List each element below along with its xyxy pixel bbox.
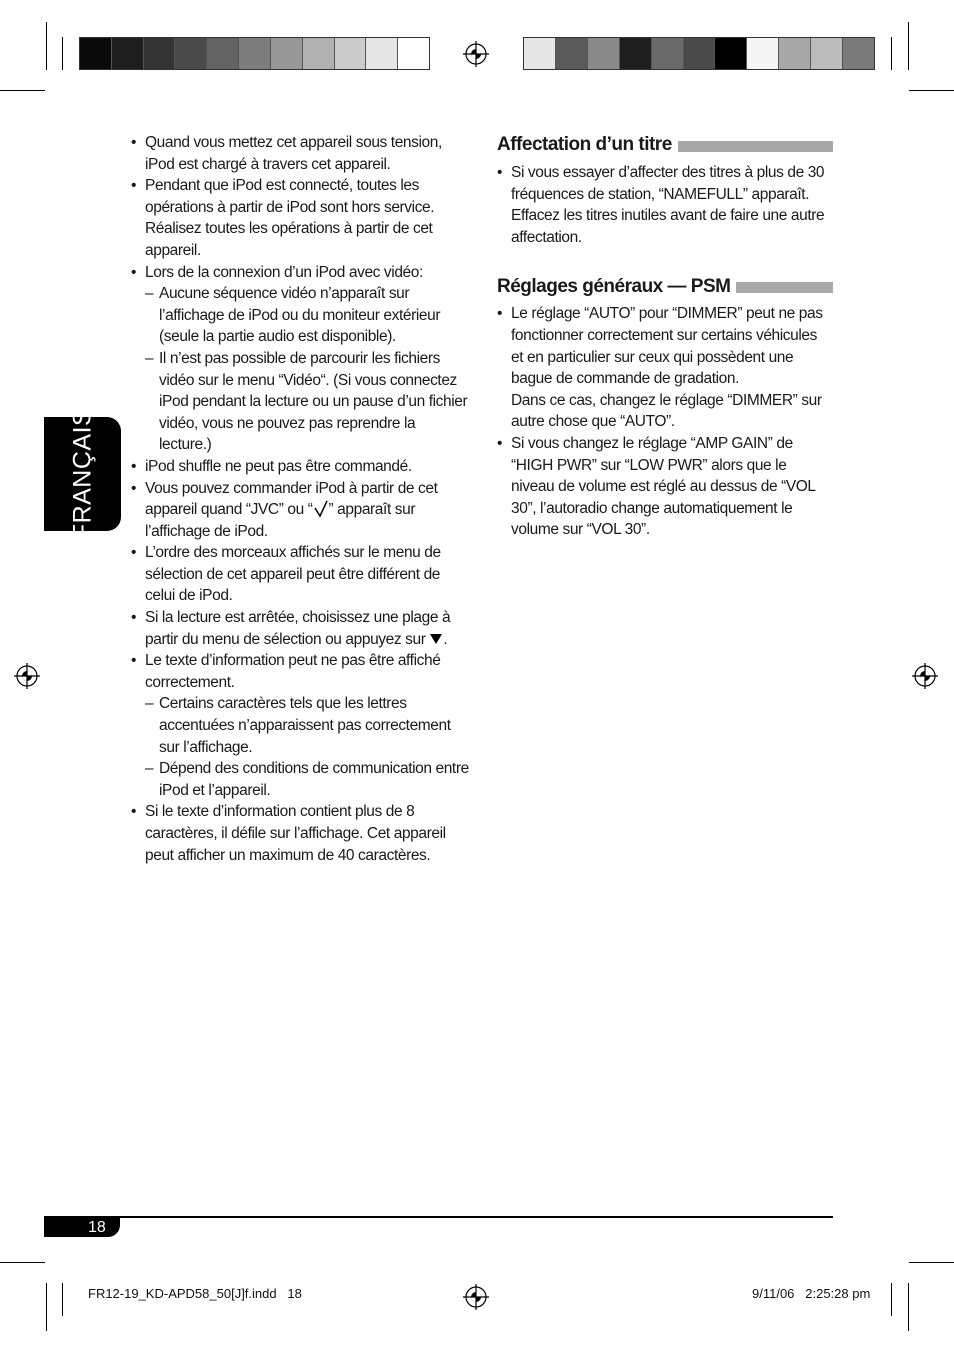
- color-swatch: [366, 38, 398, 69]
- list-item-text: Quand vous mettez cet appareil sous tension, iPod est chargé à travers cet appareil.: [145, 134, 442, 173]
- color-swatch: [80, 38, 112, 69]
- crop-mark: [909, 1262, 954, 1263]
- sub-list-item: [145, 283, 471, 348]
- language-tab-label: FRANÇAIS: [68, 408, 96, 540]
- crop-mark: [908, 1283, 909, 1331]
- color-swatch: [811, 38, 843, 69]
- crop-mark: [0, 1262, 45, 1263]
- page-number: 18: [88, 1219, 106, 1236]
- list-item-text: Si la lecture est arrêtée, choisissez une plage à partir du menu de sélection ou appuyez sur: [145, 609, 451, 648]
- language-tab: [44, 408, 121, 540]
- crop-mark: [891, 1283, 892, 1316]
- color-swatch: [239, 38, 271, 69]
- color-swatch: [779, 38, 811, 69]
- registration-mark-icon: [463, 1284, 489, 1310]
- color-swatch: [747, 38, 779, 69]
- color-swatch: [620, 38, 652, 69]
- file-name: FR12-19_KD-APD58_50[J]f.indd 18: [88, 1286, 302, 1301]
- sub-list-item-text: Il n’est pas possible de parcourir les fichiers vidéo sur le menu “Vidéo“. (Si vous connectez iPod pendant la lecture ou un pause d’un fichier vidéo, vous ne pouvez pas reprendre la lecture.): [159, 349, 468, 454]
- crop-mark: [909, 90, 954, 91]
- heading-bar: [678, 141, 833, 152]
- sub-list-item: [145, 693, 471, 758]
- list-item: [131, 132, 471, 175]
- crop-mark: [62, 37, 63, 70]
- section-heading-text: Affectation d’un titre: [497, 134, 672, 156]
- list-item-text: Dans ce cas, changez le réglage “DIMMER” sur autre chose que “AUTO”.: [511, 391, 822, 431]
- crop-mark: [62, 1283, 63, 1316]
- list-item: [131, 650, 471, 801]
- color-swatch: [144, 38, 176, 69]
- registration-mark-icon: [14, 663, 40, 689]
- list-item: [131, 801, 471, 866]
- color-swatch: [684, 38, 716, 69]
- color-swatch: [271, 38, 303, 69]
- color-swatch: [303, 38, 335, 69]
- list-item: [131, 542, 471, 607]
- list-item-text: .: [443, 630, 448, 648]
- color-swatch: [175, 38, 207, 69]
- checkmark-icon: [313, 500, 329, 518]
- list-item: [131, 262, 471, 456]
- crop-mark: [891, 37, 892, 70]
- grayscale-calibration-bar: [79, 37, 430, 70]
- down-triangle-icon: [429, 633, 443, 645]
- footer-rule: [44, 1216, 833, 1218]
- list-item-text: iPod shuffle ne peut pas être commandé.: [145, 457, 412, 475]
- list-item-text: L’ordre des morceaux affichés sur le menu de sélection de cet appareil peut être différent de celui de iPod.: [145, 544, 441, 605]
- list-item-text: Si le texte d’information contient plus de 8 caractères, il défile sur l’affichage. Cet appareil peut afficher un maximum de 40 caractères.: [145, 803, 446, 864]
- color-swatch: [588, 38, 620, 69]
- color-swatch: [398, 38, 429, 69]
- page-number-tab: [44, 1218, 120, 1237]
- heading-bar: [736, 282, 833, 293]
- left-column: [131, 132, 471, 866]
- list-item: [497, 162, 833, 248]
- right-column: [497, 132, 833, 541]
- list-item-text: Si vous changez le réglage “AMP GAIN” de “HIGH PWR” sur “LOW PWR” alors que le niveau de volume est réglé au dessus de “VOL 30”, l’autoradio change automatiquement le volume sur “VOL 30”.: [511, 434, 816, 539]
- section-heading-text: Réglages généraux — PSM: [497, 275, 731, 297]
- color-swatch: [715, 38, 747, 69]
- sub-list-item-text: Certains caractères tels que les lettres accentuées n’apparaissent pas correctement sur l’affichage.: [159, 695, 451, 756]
- list-item-text: Vous pouvez commander iPod à partir de cet appareil quand “JVC” ou “: [145, 479, 438, 519]
- section-heading: [497, 132, 833, 158]
- color-swatch: [524, 38, 556, 69]
- crop-mark: [46, 1283, 47, 1331]
- color-swatch: [843, 38, 874, 69]
- sub-list-item: [145, 758, 471, 801]
- crop-mark: [0, 90, 45, 91]
- crop-mark: [908, 22, 909, 70]
- sub-list: [145, 693, 471, 801]
- bullet-list: [497, 162, 833, 248]
- list-item-text: Le texte d’information peut ne pas être affiché correctement.: [145, 652, 441, 691]
- sub-list: [145, 283, 471, 456]
- list-item-text: ” apparaît sur l’affichage de iPod.: [145, 501, 416, 540]
- list-item-text: Le réglage “AUTO” pour “DIMMER” peut ne pas fonctionner correctement sur certains véhicules et en particulier sur ceux qui possèdent une bague de commande de gradation.: [511, 305, 823, 388]
- bullet-list: [497, 303, 833, 541]
- list-item: [131, 607, 471, 650]
- list-item: [131, 478, 471, 543]
- list-item-text: Lors de la connexion d’un iPod avec vidéo:: [145, 263, 423, 281]
- sub-list-item-text: Aucune séquence vidéo n’apparaît sur l’affichage de iPod ou du moniteur extérieur (seule la partie audio est disponible).: [159, 285, 441, 346]
- sub-list-item-text: Dépend des conditions de communication entre iPod et l’appareil.: [159, 760, 469, 799]
- timestamp: 9/11/06 2:25:28 pm: [752, 1286, 871, 1301]
- list-item: [497, 303, 833, 433]
- color-swatch: [112, 38, 144, 69]
- sub-list-item: [145, 348, 471, 456]
- bullet-list: [131, 132, 471, 866]
- list-item: [497, 433, 833, 541]
- crop-mark: [46, 22, 47, 70]
- color-swatch: [556, 38, 588, 69]
- section-heading: [497, 273, 833, 299]
- list-item-text: Pendant que iPod est connecté, toutes les opérations à partir de iPod sont hors service. Réalisez toutes les opérations à partir de cet appareil.: [145, 177, 435, 259]
- list-item: [131, 175, 471, 261]
- list-item-text: Si vous essayer d’affecter des titres à plus de 30 fréquences de station, “NAMEFULL” apparaît. Effacez les titres inutiles avant de faire une autre affectation.: [511, 164, 825, 246]
- list-item: [131, 456, 471, 478]
- color-swatch: [335, 38, 367, 69]
- registration-mark-icon: [912, 663, 938, 689]
- color-swatch: [652, 38, 684, 69]
- registration-mark-icon: [463, 41, 489, 67]
- color-swatch: [207, 38, 239, 69]
- color-calibration-bar: [523, 37, 875, 70]
